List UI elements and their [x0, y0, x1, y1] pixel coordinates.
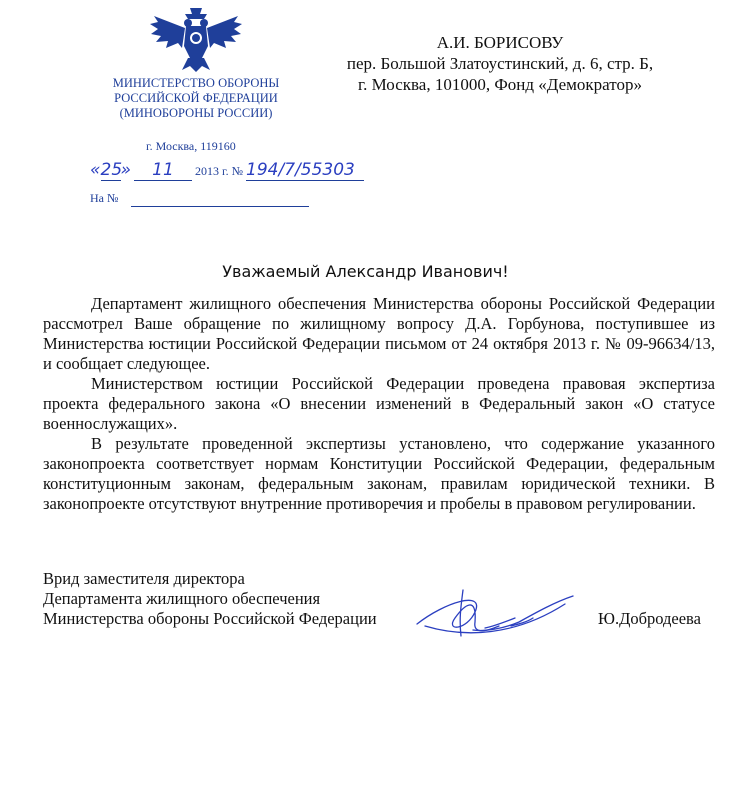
recipient-address-line: пер. Большой Златоустинский, д. 6, стр. Б, [346, 54, 654, 73]
body-paragraph: Департамент жилищного обеспечения Министерства обороны Российской Федерации рассмотрел Ваше обращение по жилищному вопросу Д.А. Горбунова, поступившее из Министерства юстиции Российской Федерации письмом от 24 октября 2013 г. № 09-96634/13, и сообщает следующее. [43, 294, 715, 373]
recipient-name: А.И. БОРИСОВУ [436, 33, 564, 52]
date-open-quote: « [90, 160, 101, 180]
body-paragraph: Министерством юстиции Российской Федерации проведена правовая экспертиза проекта федерального закона «О внесении изменений в Федеральный закон «О статусе военнослужащих». [43, 374, 715, 433]
reference-blank [131, 191, 309, 207]
registration-number: 194/7/55303 [246, 160, 364, 181]
signatory-name: Ю.Добродеева [598, 609, 701, 628]
letter-body [43, 294, 715, 514]
date-year-label: 2013 г. № [195, 164, 244, 178]
date-month: 11 [134, 160, 192, 181]
signatory-title [43, 569, 377, 629]
body-paragraph: В результате проведенной экспертизы установлено, что содержание указанного законопроекта соответствует нормам Конституции Российской Федерации, федеральным конституционным законам, федеральным законам, правилам юридической техники. В законопроекте отсутствуют внутренние противоречия и пробелы в правовом регулировании. [43, 434, 715, 513]
reference-line [90, 191, 309, 207]
city-postcode: г. Москва, 119160 [146, 139, 236, 153]
recipient-address-line: г. Москва, 101000, Фонд «Демократор» [358, 75, 642, 94]
date-number-line [90, 160, 370, 182]
date-close-quote: » [120, 160, 131, 180]
ministry-title [100, 76, 292, 121]
date-day: 25 [100, 160, 123, 180]
ministry-line: РОССИЙСКОЙ ФЕДЕРАЦИИ [114, 91, 278, 105]
eagle-emblem-icon [148, 6, 244, 72]
signatory-title-line: Министерства обороны Российской Федерации [43, 609, 377, 628]
greeting: Уважаемый Александр Иванович! [222, 262, 509, 281]
signatory-title-line: Врид заместителя директора [43, 569, 245, 588]
ministry-line: (МИНОБОРОНЫ РОССИИ) [119, 106, 273, 120]
reference-label: На № [90, 191, 119, 205]
signatory-title-line: Департамента жилищного обеспечения [43, 589, 321, 608]
ministry-line: МИНИСТЕРСТВО ОБОРОНЫ [112, 76, 280, 90]
handwritten-signature [415, 582, 585, 652]
recipient-block [330, 32, 670, 95]
